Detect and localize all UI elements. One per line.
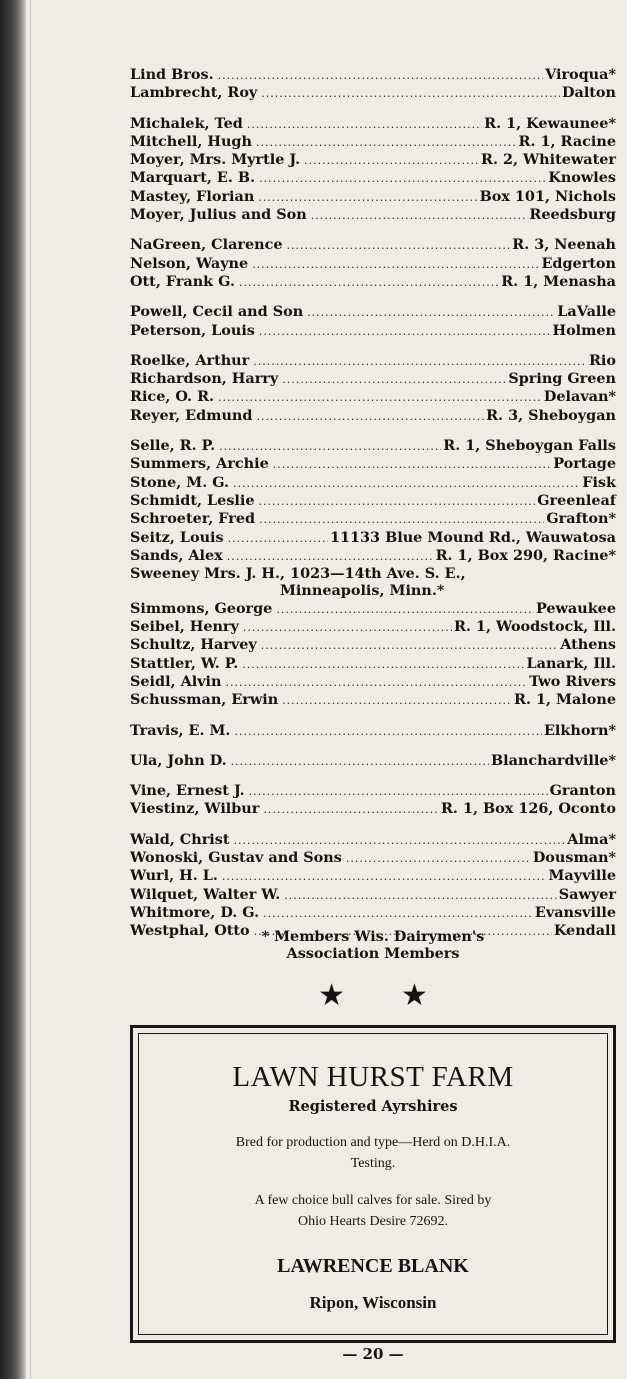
dot-leader — [227, 548, 434, 565]
ad-location: Ripon, Wisconsin — [309, 1293, 437, 1312]
entry-name: Wald, Christ — [130, 830, 230, 848]
entry-name: Seidl, Alvin — [130, 672, 222, 690]
dot-leader — [276, 601, 534, 618]
dot-leader — [242, 656, 524, 673]
dot-leader — [311, 207, 528, 224]
entry-name: Stattler, W. P. — [130, 654, 239, 672]
entry-location: Greenleaf — [537, 491, 616, 509]
directory-entry — [130, 388, 616, 406]
lawn-hurst-farm-advertisement — [130, 1025, 616, 1343]
directory-group — [130, 752, 616, 770]
directory-entry — [130, 303, 616, 321]
dot-leader — [249, 783, 548, 800]
entry-name: Peterson, Louis — [130, 321, 255, 339]
entry-location: Portage — [553, 455, 616, 473]
footnote — [130, 928, 616, 962]
directory-group — [130, 236, 616, 291]
directory-entry — [130, 492, 616, 510]
directory-entry — [130, 867, 616, 885]
directory-entry — [130, 352, 616, 370]
directory-entry — [130, 849, 616, 867]
entry-location: R. 1, Sheboygan Falls — [443, 437, 616, 455]
dot-leader — [263, 905, 533, 922]
dot-leader — [261, 637, 558, 654]
directory-entry — [130, 115, 616, 133]
entry-location-continued: Minneapolis, Minn.* — [280, 582, 445, 600]
directory-entry — [130, 529, 616, 547]
entry-location: Viroqua* — [545, 66, 616, 83]
dot-leader — [282, 692, 512, 709]
entry-name: Mastey, Florian — [130, 187, 255, 205]
entry-location: Lanark, Ill. — [526, 654, 616, 672]
dot-leader — [243, 619, 452, 636]
directory-entry — [130, 84, 616, 102]
dot-leader — [273, 456, 551, 473]
directory-group — [130, 303, 616, 340]
entry-name: Mitchell, Hugh — [130, 132, 252, 150]
entry-location: Spring Green — [508, 370, 616, 388]
entry-name: Wilquet, Walter W. — [130, 885, 281, 903]
entry-name: Roelke, Arthur — [130, 351, 250, 369]
directory-group — [130, 66, 616, 103]
page-edge-line — [30, 0, 31, 1379]
directory-entry — [130, 474, 616, 492]
entry-location: Reedsburg — [529, 206, 616, 224]
entry-location: R. 1, Box 290, Racine* — [435, 546, 616, 564]
dot-leader — [218, 67, 543, 84]
dot-leader — [259, 323, 551, 340]
entry-name: Summers, Archie — [130, 455, 269, 473]
directory-entry — [130, 673, 616, 691]
dot-leader — [304, 152, 479, 169]
directory-entry — [130, 636, 616, 654]
dot-leader — [228, 530, 328, 547]
dot-leader — [259, 493, 536, 510]
directory-entry — [130, 188, 616, 206]
directory-entry — [130, 722, 616, 740]
entry-location: Sawyer — [558, 885, 616, 903]
entry-location: Blanchardville* — [490, 751, 616, 769]
directory-entry — [130, 800, 616, 818]
entry-location: Granton — [549, 782, 616, 800]
dot-leader — [218, 389, 542, 406]
entry-name: Moyer, Mrs. Myrtle J. — [130, 151, 301, 169]
entry-name: Travis, E. M. — [130, 721, 231, 739]
footnote-line-1: * Members Wis. Dairymen's — [261, 928, 485, 945]
entry-location: Alma* — [567, 830, 616, 848]
entry-name: Powell, Cecil and Son — [130, 303, 304, 321]
entry-name: Richardson, Harry — [130, 370, 279, 388]
entry-name: NaGreen, Clarence — [130, 236, 283, 254]
entry-location: Two Rivers — [529, 672, 616, 690]
entry-name: Rice, O. R. — [130, 388, 215, 406]
directory-entry — [130, 904, 616, 922]
entry-location: Delavan* — [543, 388, 616, 406]
dot-leader — [346, 850, 531, 867]
dot-leader — [234, 723, 542, 740]
dot-leader — [219, 438, 441, 455]
entry-name: Vine, Ernest J. — [130, 782, 245, 800]
directory-entry — [130, 236, 616, 254]
directory-group — [130, 115, 616, 225]
entry-location: Dalton — [562, 84, 616, 102]
entry-name: Schultz, Harvey — [130, 636, 257, 654]
entry-location: LaValle — [557, 303, 616, 321]
entry-name: Stone, M. G. — [130, 473, 230, 491]
dot-leader — [252, 256, 539, 273]
dot-leader — [256, 408, 484, 425]
dot-leader — [226, 674, 528, 691]
entry-location: R. 3, Neenah — [512, 236, 616, 254]
directory-entry — [130, 565, 616, 582]
ad-text-line-1: Bred for production and type—Herd on D.H.I.A. — [235, 1135, 511, 1150]
advertisement-inner-border — [138, 1033, 608, 1335]
page-number: — 20 — — [342, 1345, 404, 1363]
dot-leader — [234, 832, 566, 849]
ad-text-line-3: A few choice bull calves for sale. Sired by — [254, 1193, 492, 1208]
entry-name: Seibel, Henry — [130, 618, 239, 636]
entry-location: R. 1, Woodstock, Ill. — [453, 618, 616, 636]
directory-entry — [130, 273, 616, 291]
directory-entry — [130, 782, 616, 800]
dot-leader — [259, 170, 546, 187]
entry-name: Moyer, Julius and Son — [130, 206, 307, 224]
entry-location: Evansville — [534, 903, 616, 921]
dot-leader — [231, 753, 489, 770]
entry-name: Michalek, Ted — [130, 114, 243, 132]
ad-text-line-2: Testing. — [350, 1156, 396, 1171]
entry-location: Elkhorn* — [543, 721, 616, 739]
directory-entry — [130, 600, 616, 618]
entry-name: Ott, Frank G. — [130, 272, 235, 290]
entry-name: Marquart, E. B. — [130, 169, 256, 187]
directory-entry — [130, 752, 616, 770]
entry-location: Kendall — [553, 922, 616, 940]
directory-entry — [130, 206, 616, 224]
directory-entry — [130, 510, 616, 528]
entry-name: Schroeter, Fred — [130, 510, 256, 528]
directory-group — [130, 831, 616, 941]
entry-location: Box 101, Nichols — [479, 187, 616, 205]
directory-entry — [130, 886, 616, 904]
entry-location: R. 1, Racine — [518, 132, 616, 150]
directory-entry — [130, 455, 616, 473]
entry-location: Knowles — [548, 169, 616, 187]
dot-leader — [233, 475, 580, 492]
directory-entry — [130, 133, 616, 151]
book-spine-shadow — [0, 0, 26, 1379]
entry-location: 11133 Blue Mound Rd., Wauwatosa — [330, 528, 616, 546]
directory-entry — [130, 655, 616, 673]
entry-name: Selle, R. P. — [130, 437, 216, 455]
dot-leader — [256, 134, 517, 151]
dot-leader — [253, 353, 587, 370]
ad-title: LAWN HURST FARM — [232, 1061, 514, 1093]
directory-entry — [130, 547, 616, 565]
ad-text-line-4: Ohio Hearts Desire 72692. — [297, 1214, 449, 1229]
entry-name: Sweeney Mrs. J. H., 1023—14th Ave. S. E., — [130, 565, 466, 583]
dot-leader — [258, 189, 477, 206]
directory-entry — [130, 151, 616, 169]
ad-owner-name: LAWRENCE BLANK — [277, 1255, 469, 1277]
dot-leader — [307, 304, 555, 321]
entry-location: Dousman* — [532, 848, 616, 866]
dot-leader — [239, 274, 499, 291]
entry-location: Mayville — [548, 867, 616, 885]
directory-group — [130, 352, 616, 425]
dot-leader — [282, 371, 506, 388]
entry-location: R. 1, Kewaunee* — [484, 114, 616, 132]
dot-leader — [284, 887, 557, 904]
dot-leader — [261, 85, 560, 102]
directory-entry — [130, 691, 616, 709]
dot-leader — [263, 801, 439, 818]
footnote-line-2: Association Members — [286, 945, 460, 962]
entry-location: R. 2, Whitewater — [480, 151, 616, 169]
entry-location: Pewaukee — [535, 599, 616, 617]
directory-entry — [130, 255, 616, 273]
entry-location: R. 1, Menasha — [501, 272, 616, 290]
entry-name: Nelson, Wayne — [130, 254, 249, 272]
entry-location: Fisk — [582, 473, 616, 491]
entry-location: Edgerton — [541, 254, 616, 272]
entry-location: Grafton* — [546, 510, 616, 528]
directory-group — [130, 722, 616, 740]
entry-location: R. 1, Box 126, Oconto — [440, 800, 616, 818]
directory-entry — [130, 370, 616, 388]
entry-name: Ula, John D. — [130, 751, 227, 769]
entry-name: Schussman, Erwin — [130, 691, 279, 709]
entry-name: Viestinz, Wilbur — [130, 800, 260, 818]
directory-entry — [130, 618, 616, 636]
entry-location: R. 3, Sheboygan — [486, 406, 616, 424]
directory-entry — [130, 407, 616, 425]
entry-location: Holmen — [552, 321, 616, 339]
entry-name: Whitmore, D. G. — [130, 903, 260, 921]
entry-name: Schmidt, Leslie — [130, 491, 255, 509]
dot-leader — [259, 511, 544, 528]
entry-name: Simmons, George — [130, 599, 273, 617]
entry-name: Reyer, Edmund — [130, 406, 253, 424]
entry-name: Lambrecht, Roy — [130, 84, 258, 102]
directory-entry — [130, 322, 616, 340]
entry-name: Seitz, Louis — [130, 528, 224, 546]
star-ornament: ★★ — [318, 978, 484, 1013]
directory-group — [130, 782, 616, 819]
directory-entry — [130, 66, 616, 84]
entry-location: Athens — [560, 636, 616, 654]
directory-entry — [130, 169, 616, 187]
dot-leader — [247, 116, 482, 133]
entry-name: Wonoski, Gustav and Sons — [130, 848, 342, 866]
directory-group — [130, 437, 616, 709]
directory-entry — [130, 437, 616, 455]
entry-location: R. 1, Malone — [514, 691, 616, 709]
ad-subtitle: Registered Ayrshires — [288, 1098, 458, 1115]
entry-name: Westphal, Otto — [130, 922, 250, 940]
dot-leader — [287, 237, 511, 254]
dot-leader — [222, 868, 547, 885]
entry-location: Rio — [588, 351, 616, 369]
breeder-directory-list — [130, 66, 616, 952]
entry-name: Lind Bros. — [130, 66, 214, 83]
entry-name: Wurl, H. L. — [130, 867, 218, 885]
entry-name: Sands, Alex — [130, 546, 223, 564]
directory-entry — [130, 831, 616, 849]
